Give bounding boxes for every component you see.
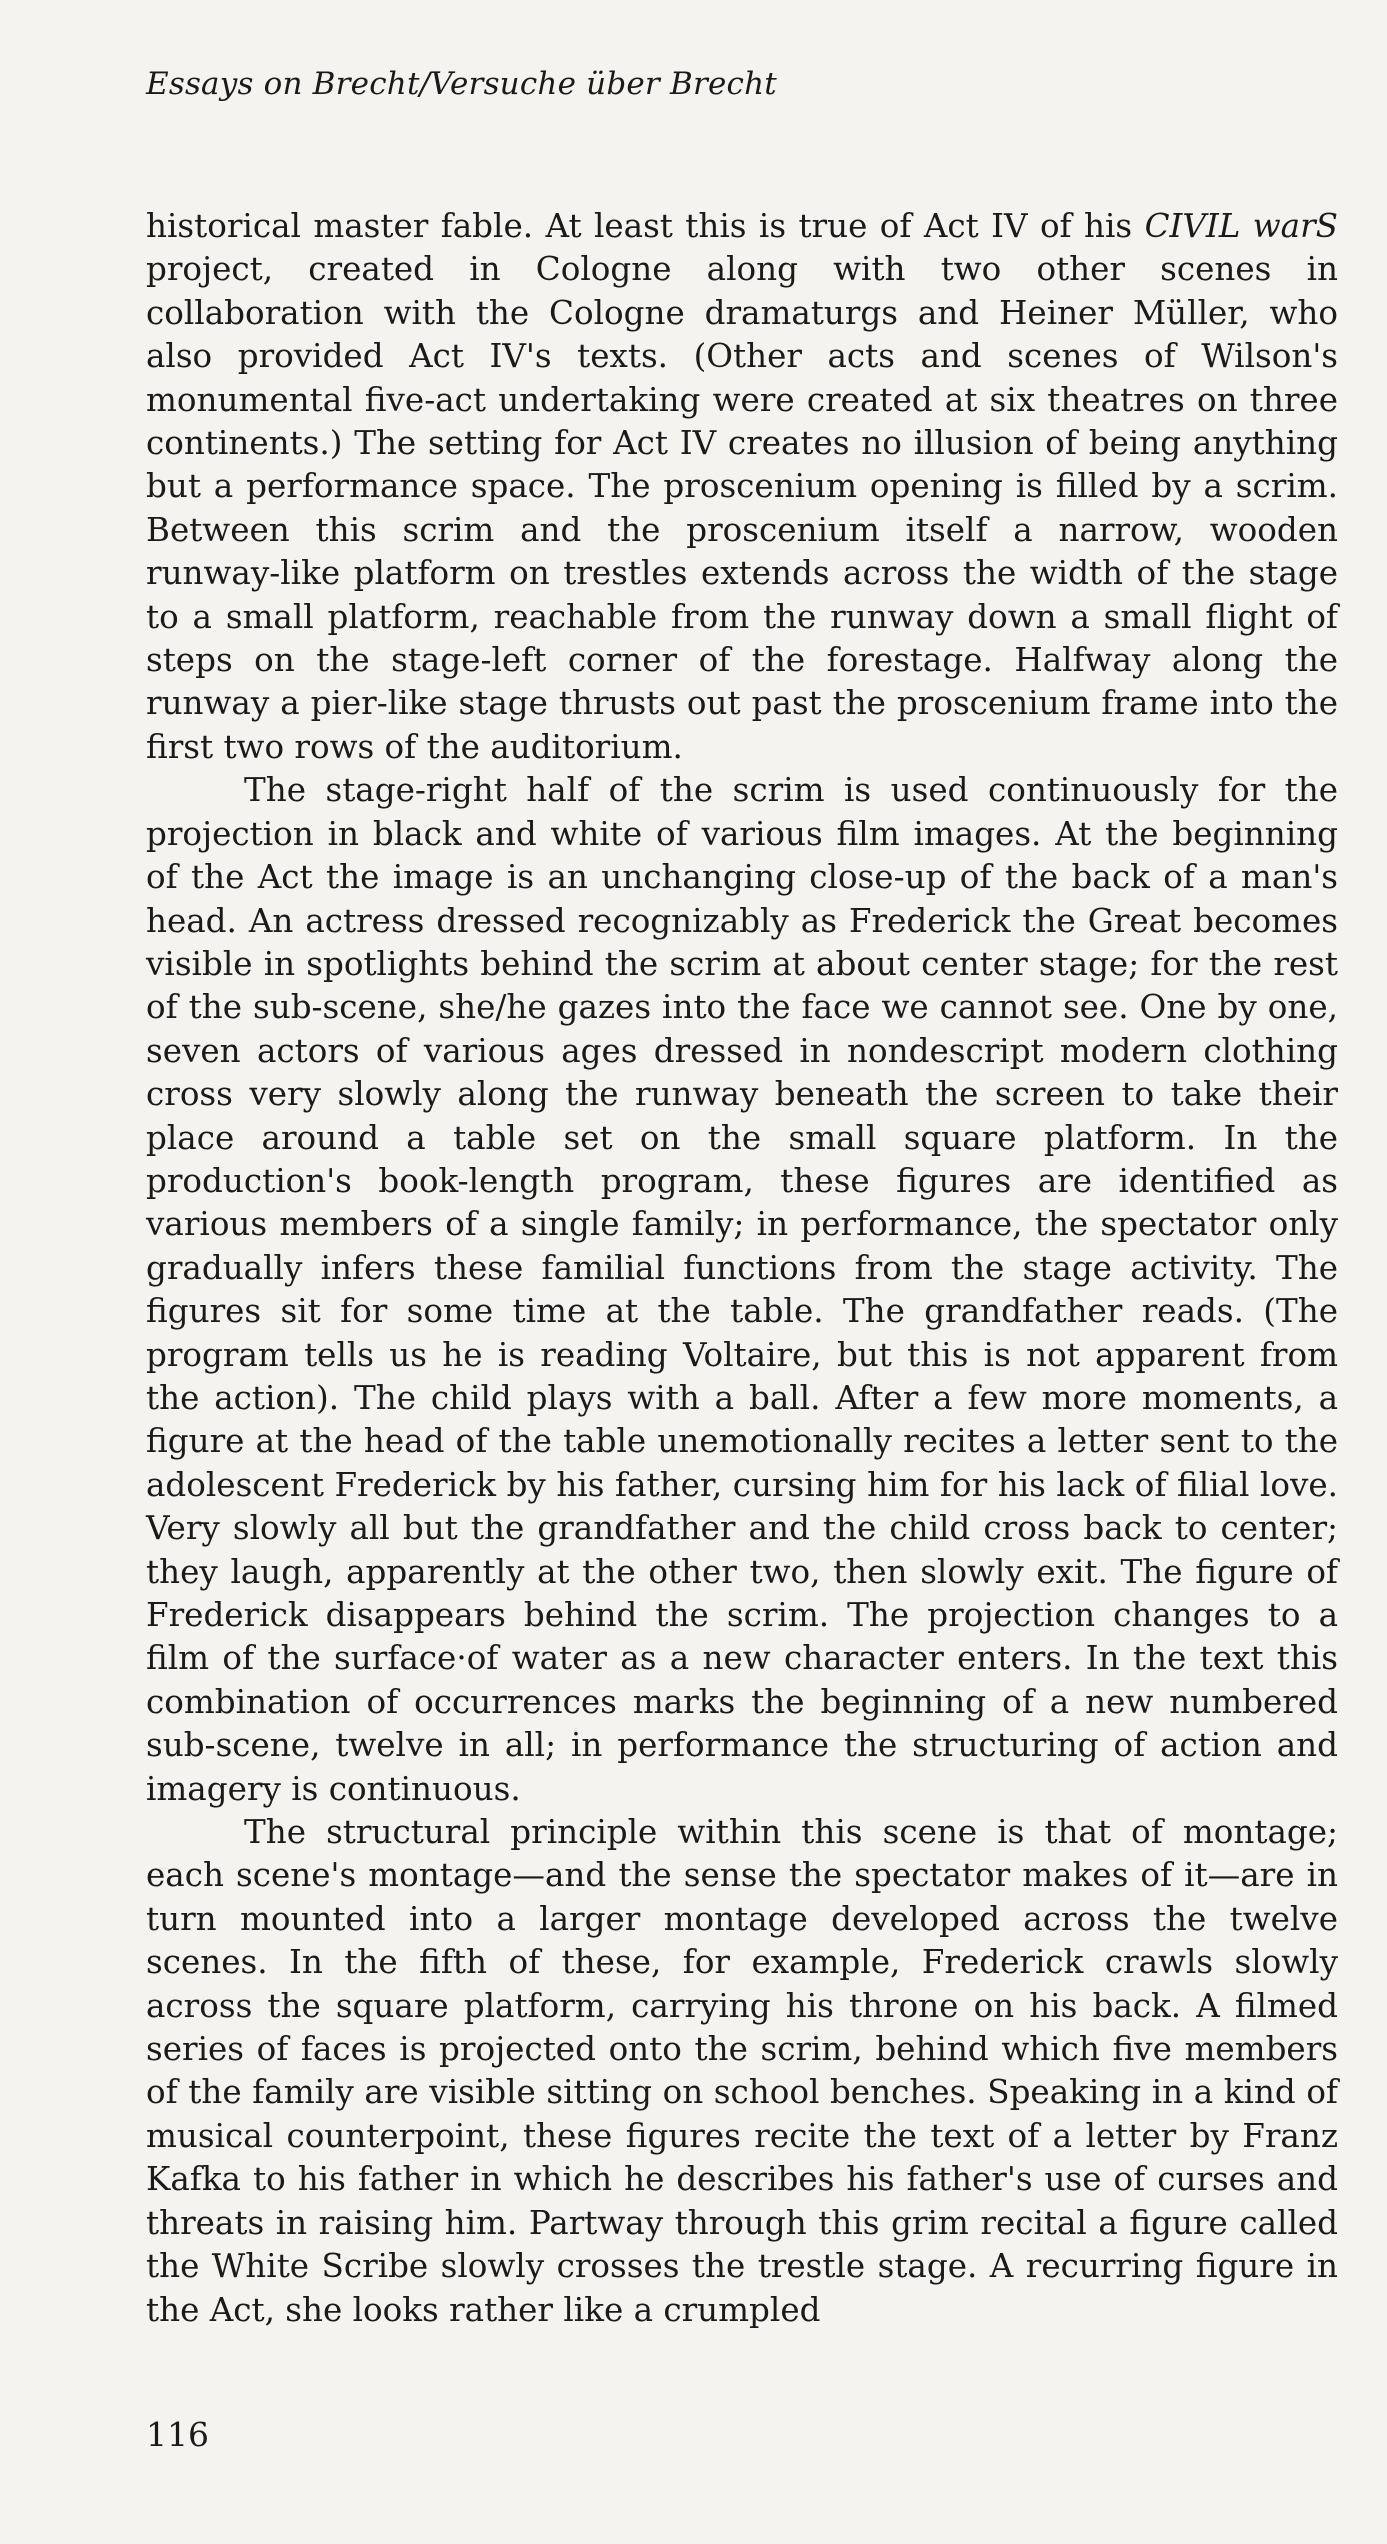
page-number: 116 <box>146 2415 209 2454</box>
paragraph-2: The stage-right half of the scrim is used continuously for the projection in black and white of various film images. At the beginning of the Act the image is an unchanging close-up of the back of a man's head. An actress dressed recognizably as Frederick the Great becomes visible in spotlights behind the scrim at about center stage; for the rest of the sub-scene, she/he gazes into the face we cannot see. One by one, seven actors of various ages dressed in nondescript modern clothing cross very slowly along the runway beneath the screen to take their place around a table set on the small square platform. In the production's book-length program, these figures are identified as various members of a single family; in performance, the spectator only gradually infers these familial functions from the stage activity. The figures sit for some time at the table. The grandfather reads. (The program tells us he is reading Voltaire, but this is not apparent from the action). The child plays with a ball. After a few more moments, a figure at the head of the table unemotionally recites a letter sent to the adolescent Frederick by his father, cursing him for his lack of filial love. Very slowly all but the grandfather and the child cross back to center; they laugh, apparently at the other two, then slowly exit. The figure of Frederick disappears behind the scrim. The projection changes to a film of the surface·of water as a new character enters. In the text this combination of occurrences marks the beginning of a new numbered sub-scene, twelve in all; in performance the structuring of action and imagery is continuous. <box>146 771 1338 1808</box>
body-text <box>146 205 1338 2332</box>
paragraph-3: The structural principle within this scene is that of montage; each scene's montage—and the sense the spectator makes of it—are in turn mounted into a larger montage developed across the twelve scenes. In the fifth of these, for example, Frederick crawls slowly across the square platform, carrying his throne on his back. A filmed series of faces is projected onto the scrim, behind which five members of the family are visible sitting on school benches. Speaking in a kind of musical counterpoint, these figures recite the text of a letter by Franz Kafka to his father in which he describes his father's use of curses and threats in raising him. Partway through this grim recital a figure called the White Scribe slowly crosses the trestle stage. A recurring figure in the Act, she looks rather like a crumpled <box>146 1813 1338 2329</box>
paragraph-1-rest: project, created in Cologne along with two other scenes in collaboration with the Cologne dramaturgs and Heiner Müller, who also provided Act IV's texts. (Other acts and scenes of Wilson's monumental five-act undertaking were created at six theatres on three continents.) The setting for Act IV creates no illusion of being anything but a performance space. The proscenium opening is filled by a scrim. Between this scrim and the proscenium itself a narrow, wooden runway-like platform on trestles extends across the width of the stage to a small platform, reachable from the runway down a small flight of steps on the stage-left corner of the forestage. Halfway along the runway a pier-like stage thrusts out past the proscenium frame into the first two rows of the auditorium. <box>146 250 1338 766</box>
paragraph-1-start: historical master fable. At least this is true of Act IV of his <box>146 207 1145 245</box>
running-head: Essays on Brecht/Versuche über Brecht <box>146 66 777 102</box>
paragraph-1 <box>146 205 1338 769</box>
play-title: CIVIL warS <box>1144 207 1338 245</box>
